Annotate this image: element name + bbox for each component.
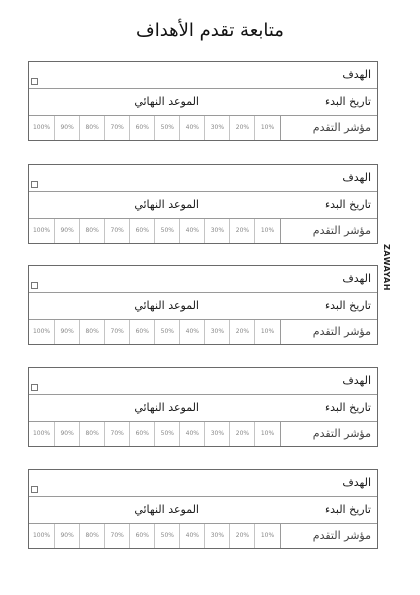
progress-cell[interactable]: 90% — [54, 219, 79, 243]
progress-label: مؤشر التقدم — [280, 524, 377, 548]
dates-row — [29, 395, 377, 422]
progress-cell[interactable]: 60% — [129, 116, 154, 140]
progress-label: مؤشر التقدم — [280, 422, 377, 446]
progress-cell[interactable]: 80% — [79, 524, 104, 548]
goal-row — [29, 470, 377, 497]
progress-row — [29, 219, 377, 243]
goal-label: الهدف — [342, 476, 371, 489]
goal-card — [28, 164, 378, 244]
goal-row — [29, 165, 377, 192]
dates-row — [29, 89, 377, 116]
progress-row — [29, 320, 377, 344]
progress-cell[interactable]: 20% — [229, 422, 254, 446]
progress-cell[interactable]: 40% — [179, 219, 204, 243]
goal-row — [29, 62, 377, 89]
progress-cell[interactable]: 80% — [79, 422, 104, 446]
progress-cell[interactable]: 60% — [129, 320, 154, 344]
start-date-label: تاريخ البدء — [324, 401, 371, 414]
progress-cell[interactable]: 50% — [154, 219, 179, 243]
progress-cell[interactable]: 30% — [204, 116, 229, 140]
progress-row — [29, 422, 377, 446]
progress-cell[interactable]: 90% — [54, 320, 79, 344]
progress-cell[interactable]: 20% — [229, 116, 254, 140]
progress-cell[interactable]: 60% — [129, 524, 154, 548]
progress-label: مؤشر التقدم — [280, 219, 377, 243]
start-date-label: تاريخ البدء — [324, 299, 371, 312]
goal-checkbox[interactable] — [31, 181, 38, 188]
goal-card — [28, 469, 378, 549]
progress-cell[interactable]: 90% — [54, 422, 79, 446]
progress-row — [29, 116, 377, 140]
page-title: متابعة تقدم الأهداف — [136, 20, 284, 41]
goal-row — [29, 266, 377, 293]
progress-cell[interactable]: 100% — [32, 227, 51, 234]
progress-cell[interactable]: 30% — [204, 524, 229, 548]
goal-checkbox[interactable] — [31, 78, 38, 85]
progress-cell[interactable]: 70% — [104, 524, 129, 548]
progress-cell[interactable]: 100% — [32, 532, 51, 539]
progress-cell[interactable]: 40% — [179, 116, 204, 140]
progress-cell[interactable]: 10% — [254, 219, 279, 243]
goal-label: الهدف — [342, 374, 371, 387]
goal-label: الهدف — [342, 171, 371, 184]
progress-cell[interactable]: 80% — [79, 320, 104, 344]
goal-label: الهدف — [342, 68, 371, 81]
progress-cell[interactable]: 10% — [254, 524, 279, 548]
progress-cell[interactable]: 10% — [254, 320, 279, 344]
progress-cell[interactable]: 50% — [154, 116, 179, 140]
goal-checkbox[interactable] — [31, 486, 38, 493]
progress-cell[interactable]: 20% — [229, 320, 254, 344]
progress-cell[interactable]: 40% — [179, 524, 204, 548]
progress-cell[interactable]: 40% — [179, 422, 204, 446]
progress-cell[interactable]: 10% — [254, 116, 279, 140]
progress-cell[interactable]: 70% — [104, 422, 129, 446]
deadline-label: الموعد النهائي — [134, 198, 199, 211]
progress-cell[interactable]: 90% — [54, 524, 79, 548]
progress-cell[interactable]: 40% — [179, 320, 204, 344]
progress-cell[interactable]: 100% — [32, 124, 51, 131]
progress-cell[interactable]: 90% — [54, 116, 79, 140]
progress-label: مؤشر التقدم — [280, 116, 377, 140]
progress-cell[interactable]: 50% — [154, 320, 179, 344]
progress-cell[interactable]: 100% — [32, 328, 51, 335]
progress-cell[interactable]: 30% — [204, 422, 229, 446]
start-date-label: تاريخ البدء — [324, 503, 371, 516]
progress-cell[interactable]: 70% — [104, 116, 129, 140]
progress-cell[interactable]: 60% — [129, 219, 154, 243]
goal-label: الهدف — [342, 272, 371, 285]
progress-cell[interactable]: 80% — [79, 116, 104, 140]
progress-cell[interactable]: 70% — [104, 320, 129, 344]
goal-checkbox[interactable] — [31, 384, 38, 391]
progress-row — [29, 524, 377, 548]
progress-cell[interactable]: 80% — [79, 219, 104, 243]
progress-cell[interactable]: 30% — [204, 320, 229, 344]
progress-cell[interactable]: 70% — [104, 219, 129, 243]
goal-row — [29, 368, 377, 395]
progress-cell[interactable]: 20% — [229, 524, 254, 548]
goal-card — [28, 265, 378, 345]
progress-cell[interactable]: 60% — [129, 422, 154, 446]
goal-card — [28, 61, 378, 141]
deadline-label: الموعد النهائي — [134, 503, 199, 516]
brand-logo: ZAWAYAH — [382, 244, 391, 291]
start-date-label: تاريخ البدء — [324, 198, 371, 211]
dates-row — [29, 192, 377, 219]
dates-row — [29, 497, 377, 524]
dates-row — [29, 293, 377, 320]
progress-label: مؤشر التقدم — [280, 320, 377, 344]
progress-cell[interactable]: 50% — [154, 524, 179, 548]
deadline-label: الموعد النهائي — [134, 401, 199, 414]
progress-cell[interactable]: 50% — [154, 422, 179, 446]
goal-card — [28, 367, 378, 447]
progress-cell[interactable]: 10% — [254, 422, 279, 446]
progress-cell[interactable]: 20% — [229, 219, 254, 243]
deadline-label: الموعد النهائي — [134, 95, 199, 108]
start-date-label: تاريخ البدء — [324, 95, 371, 108]
progress-cell[interactable]: 30% — [204, 219, 229, 243]
deadline-label: الموعد النهائي — [134, 299, 199, 312]
progress-cell[interactable]: 100% — [32, 430, 51, 437]
goal-checkbox[interactable] — [31, 282, 38, 289]
